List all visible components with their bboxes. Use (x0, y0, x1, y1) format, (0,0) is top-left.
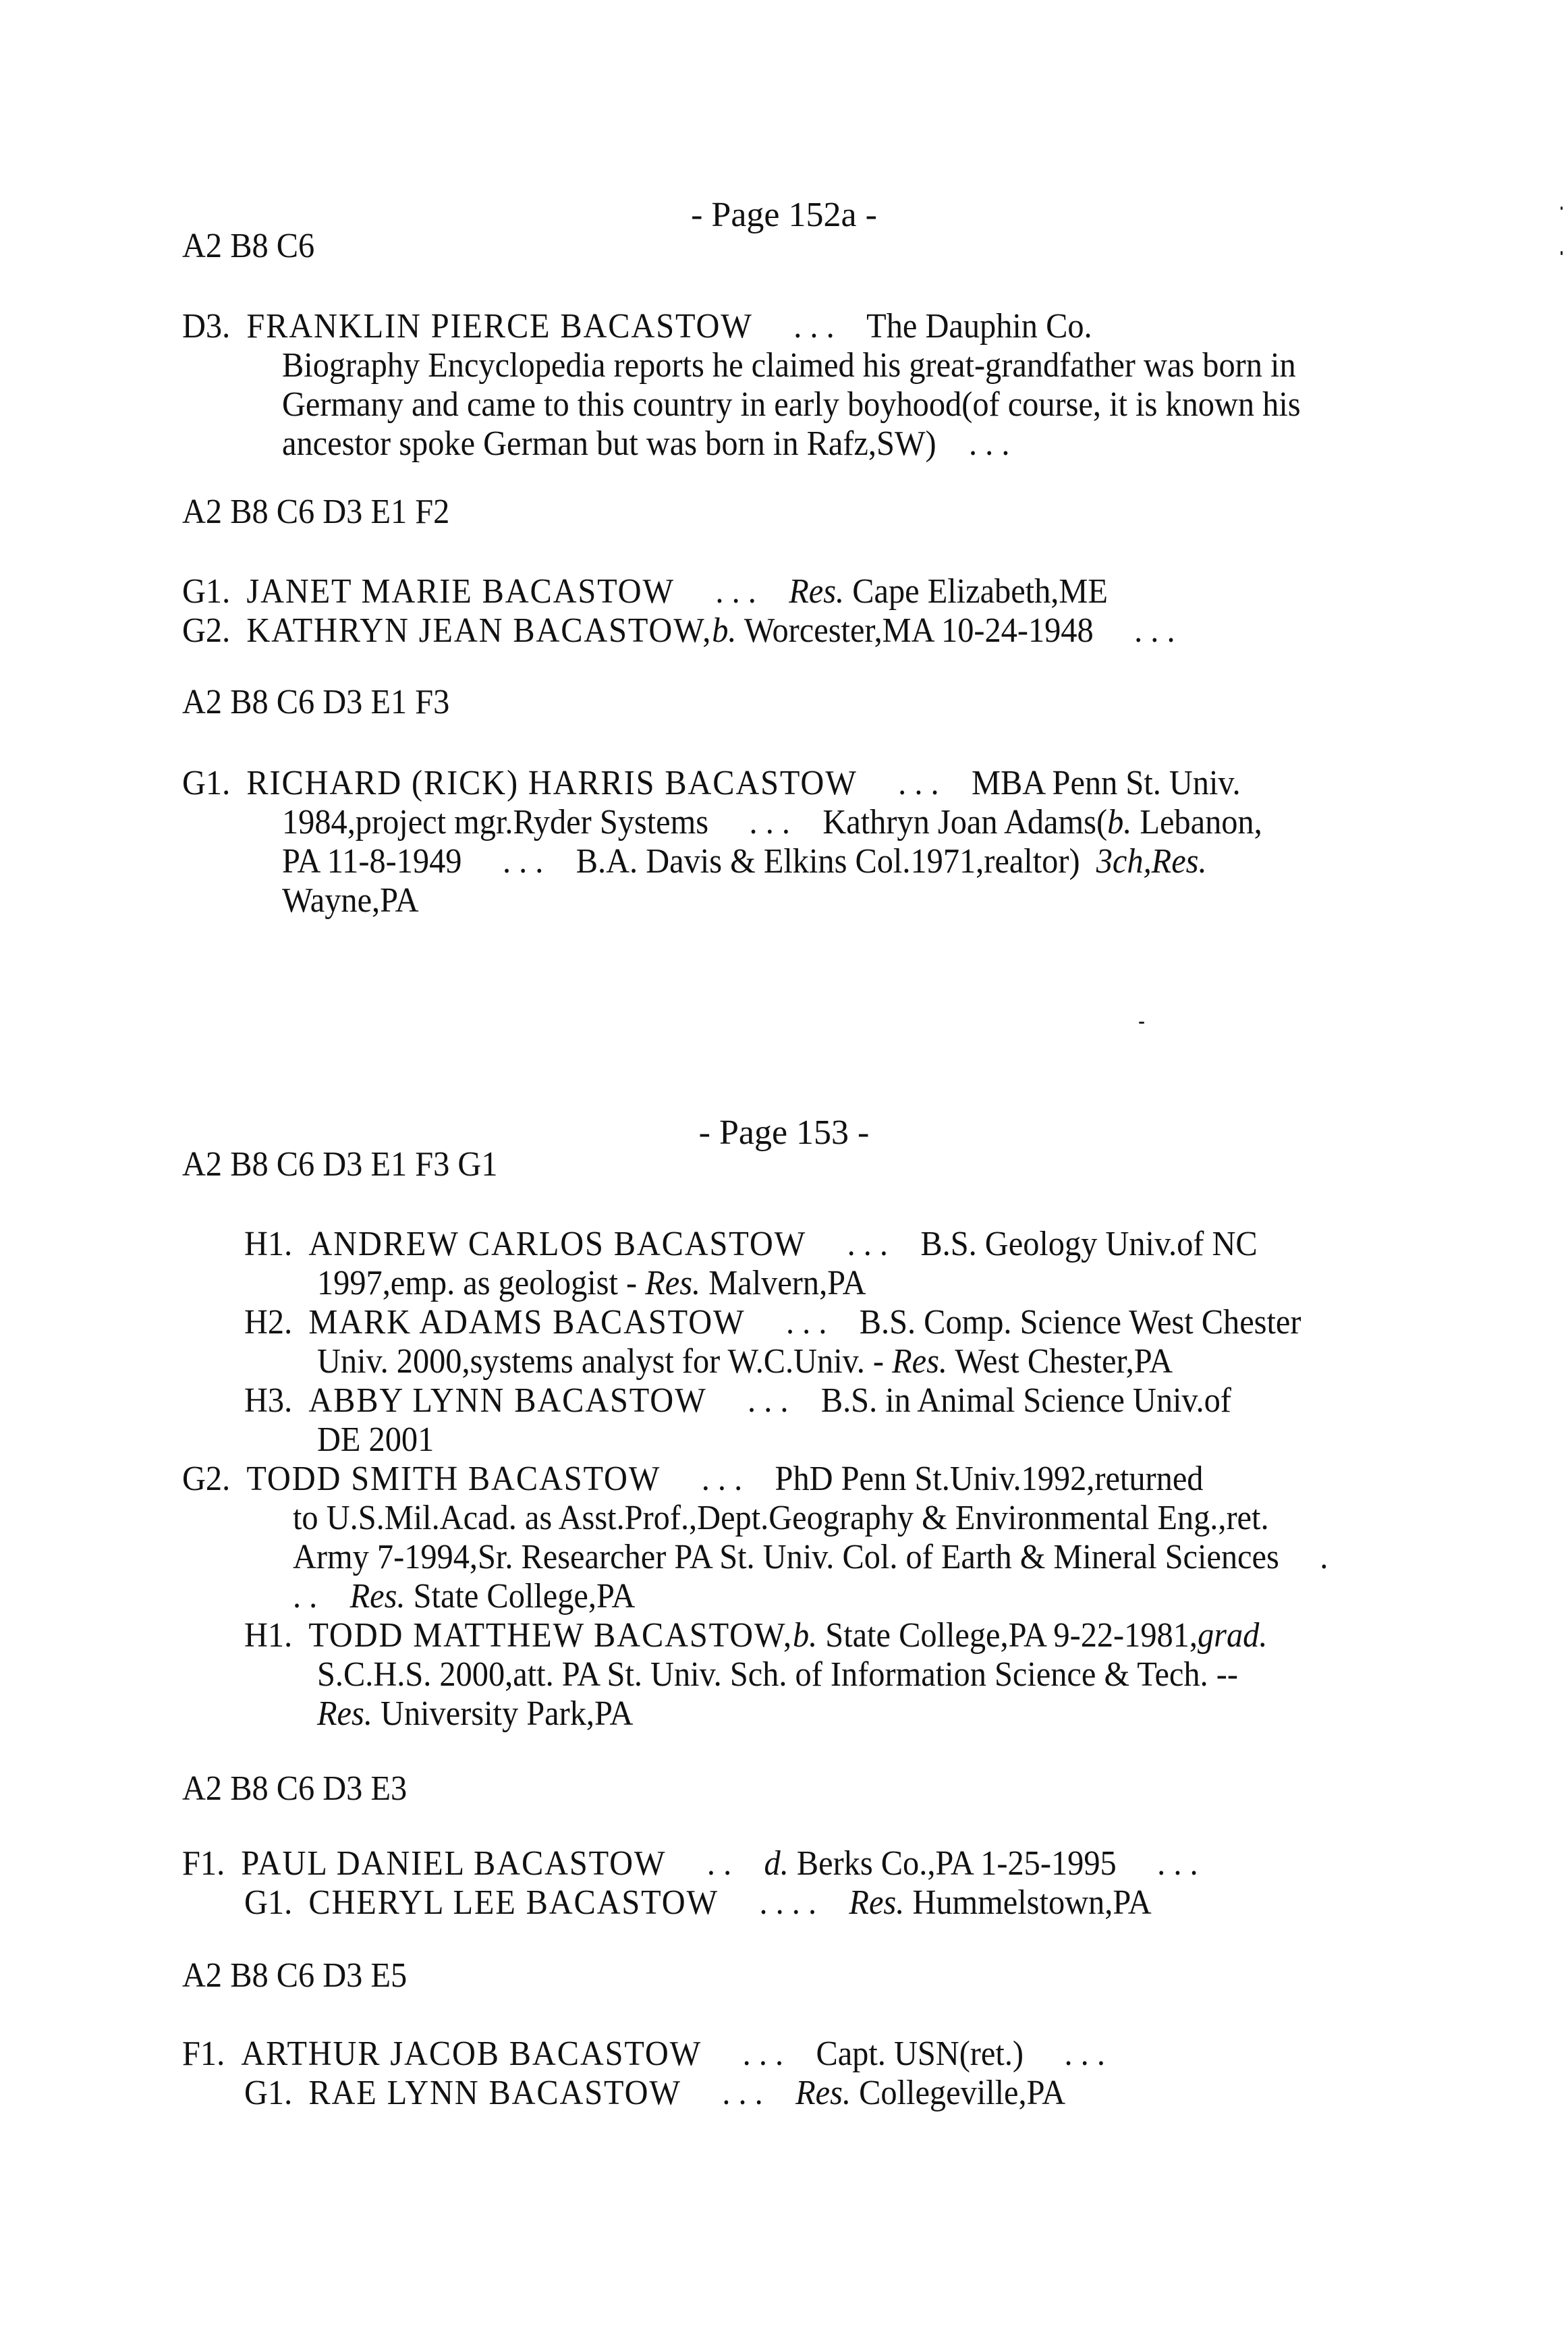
entry-detail: The Dauphin Co. (866, 307, 1092, 346)
entry-detail: B.S. in Animal Science Univ.of (820, 1381, 1231, 1420)
separator-dots: . . . (722, 2074, 763, 2112)
separator-dots: . . . . (759, 1883, 817, 1922)
separator-dots: . . (293, 1577, 318, 1616)
entry-detail: 1984,project mgr.Ryder Systems (282, 803, 709, 841)
entry-continuation (317, 1264, 866, 1303)
residence: Hummelstown,PA (912, 1883, 1152, 1922)
lineage-header: A2 B8 C6 D3 E1 F3 (182, 683, 450, 721)
person-name: FRANKLIN PIERCE BACASTOW (246, 307, 753, 346)
born-label: b. (792, 1616, 818, 1655)
scan-mark (1561, 251, 1563, 255)
entry-detail: Army 7-1994,Sr. Researcher PA St. Univ. Col. of Earth & Mineral Sciences (293, 1538, 1279, 1576)
entry-detail: PhD Penn St.Univ.1992,returned (775, 1460, 1204, 1498)
lineage-header: A2 B8 C6 (182, 227, 315, 265)
residence-label: Res. (349, 1577, 405, 1616)
entry-line (244, 1616, 1267, 1655)
entry-line (182, 1460, 1203, 1499)
born-label: b. (712, 611, 737, 650)
person-name: TODD MATTHEW BACASTOW, (308, 1616, 793, 1655)
entry-continuation: S.C.H.S. 2000,att. PA St. Univ. Sch. of Information Science & Tech. -- (317, 1655, 1238, 1694)
entry-continuation: Biography Encyclopedia reports he claimed his great-grandfather was born in (282, 346, 1296, 385)
separator-dots: . . . (715, 572, 756, 611)
entry-detail: ancestor spoke German but was born in Rafz,SW) (282, 424, 936, 463)
person-name: MARK ADAMS BACASTOW (308, 1303, 746, 1342)
separator-dots: . . . (847, 1225, 889, 1263)
entry-code: H2. (244, 1303, 293, 1342)
entry-detail: B.S. Geology Univ.of NC (920, 1225, 1258, 1263)
born-label: b. (1107, 803, 1132, 841)
entry-code: G2. (182, 611, 231, 650)
residence-label: Res. (645, 1264, 701, 1302)
scan-mark (1139, 1022, 1144, 1024)
entry-continuation (282, 424, 1009, 464)
entry-code: H3. (244, 1381, 293, 1420)
separator-dots: . . . (749, 803, 790, 841)
grad-label: grad. (1197, 1616, 1268, 1655)
entry-line (182, 764, 1241, 803)
entry-code: G1. (244, 1883, 293, 1922)
entry-code: H1. (244, 1225, 293, 1263)
person-name: TODD SMITH BACASTOW (246, 1460, 661, 1498)
residence: Cape Elizabeth,ME (852, 572, 1108, 611)
entry-code: G1. (182, 572, 231, 611)
person-name: RAE LYNN BACASTOW (308, 2074, 681, 2112)
residence-label: Res. (892, 1342, 948, 1381)
entry-continuation: to U.S.Mil.Acad. as Asst.Prof.,Dept.Geography & Environmental Eng.,ret. (293, 1499, 1269, 1537)
page-number-153: - Page 153 - (698, 1113, 870, 1152)
death-detail: Berks Co.,PA 1-25-1995 (796, 1844, 1117, 1883)
entry-continuation: Germany and came to this country in early boyhood(of course, it is known his (282, 385, 1301, 424)
separator-dots: . . . (701, 1460, 743, 1498)
entry-detail: Univ. 2000,systems analyst for W.C.Univ. - (317, 1342, 885, 1381)
scan-mark (1561, 206, 1563, 210)
separator-dots: . . . (1157, 1844, 1198, 1883)
separator-dots: . . . (748, 1381, 789, 1420)
entry-line (244, 2074, 1065, 2113)
entry-code: G1. (182, 764, 231, 802)
entry-line (244, 1225, 1258, 1264)
page-number-152a: - Page 152a - (691, 196, 877, 234)
entry-line (244, 1883, 1152, 1923)
spouse-detail: B.A. Davis & Elkins Col.1971,realtor) (576, 842, 1080, 881)
lineage-header: A2 B8 C6 D3 E3 (182, 1769, 408, 1808)
lineage-header: A2 B8 C6 D3 E1 F3 G1 (182, 1145, 498, 1184)
entry-code: H1. (244, 1616, 293, 1655)
entry-code: D3. (182, 307, 231, 346)
person-name: RICHARD (RICK) HARRIS BACASTOW (246, 764, 858, 802)
person-name: CHERYL LEE BACASTOW (308, 1883, 719, 1922)
separator-dots: . . . (793, 307, 835, 346)
residence-label: Res. (789, 572, 845, 611)
birth-place: Lebanon, (1140, 803, 1262, 841)
residence: Collegeville,PA (859, 2074, 1065, 2112)
birth-date: PA 11-8-1949 (282, 842, 462, 881)
residence: Wayne,PA (282, 881, 419, 920)
person-name: PAUL DANIEL BACASTOW (241, 1844, 667, 1883)
person-name: ANDREW CARLOS BACASTOW (308, 1225, 807, 1263)
entry-line (182, 307, 1092, 346)
entry-line (182, 611, 1175, 651)
entry-continuation (293, 1538, 1328, 1577)
separator-dots: . . . (898, 764, 939, 802)
separator-dots: . . . (968, 424, 1010, 463)
entry-line (182, 1844, 1198, 1883)
entry-detail: Capt. USN(ret.) (816, 2035, 1024, 2073)
separator-dots: . . . (785, 1303, 827, 1342)
separator-dots: . . . (1064, 2035, 1105, 2073)
residence: Malvern,PA (708, 1264, 866, 1302)
entry-continuation: DE 2001 (317, 1420, 435, 1459)
entry-code: G1. (244, 2074, 293, 2112)
residence-label: Res. (795, 2074, 851, 2112)
entry-line (182, 572, 1108, 611)
person-name: JANET MARIE BACASTOW (246, 572, 675, 611)
separator-dots: . (1320, 1538, 1328, 1576)
separator-dots: . . . (502, 842, 544, 881)
birth-detail: State College,PA 9-22-1981, (825, 1616, 1198, 1655)
entry-detail: MBA Penn St. Univ. (971, 764, 1241, 802)
children-residence-label: 3ch,Res. (1096, 842, 1207, 881)
entry-detail: B.S. Comp. Science West Chester (859, 1303, 1301, 1342)
residence: University Park,PA (381, 1694, 634, 1733)
entry-continuation (317, 1694, 633, 1734)
residence: West Chester,PA (955, 1342, 1173, 1381)
separator-dots: . . (706, 1844, 732, 1883)
entry-code: F1. (182, 2035, 225, 2073)
lineage-header: A2 B8 C6 D3 E1 F2 (182, 493, 450, 531)
entry-code: G2. (182, 1460, 231, 1498)
entry-detail: 1997,emp. as geologist - (317, 1264, 638, 1302)
entry-continuation (282, 803, 1262, 842)
separator-dots: . . . (742, 2035, 784, 2073)
spouse-name: Kathryn Joan Adams( (822, 803, 1108, 841)
entry-code: F1. (182, 1844, 225, 1883)
person-name: ABBY LYNN BACASTOW (308, 1381, 707, 1420)
residence: State College,PA (413, 1577, 636, 1616)
residence-label: Res. (849, 1883, 905, 1922)
entry-continuation (293, 1577, 635, 1616)
entry-line (182, 2035, 1105, 2074)
person-name: KATHRYN JEAN BACASTOW, (246, 611, 712, 650)
separator-dots: . . . (1134, 611, 1175, 650)
entry-continuation (282, 842, 1207, 881)
residence-label: Res. (317, 1694, 372, 1733)
died-label: d. (764, 1844, 789, 1883)
birth-detail: Worcester,MA 10-24-1948 (744, 611, 1094, 650)
person-name: ARTHUR JACOB BACASTOW (241, 2035, 702, 2073)
entry-line (244, 1303, 1301, 1342)
entry-continuation (317, 1342, 1173, 1381)
lineage-header: A2 B8 C6 D3 E5 (182, 1956, 408, 1995)
entry-line (244, 1381, 1231, 1420)
